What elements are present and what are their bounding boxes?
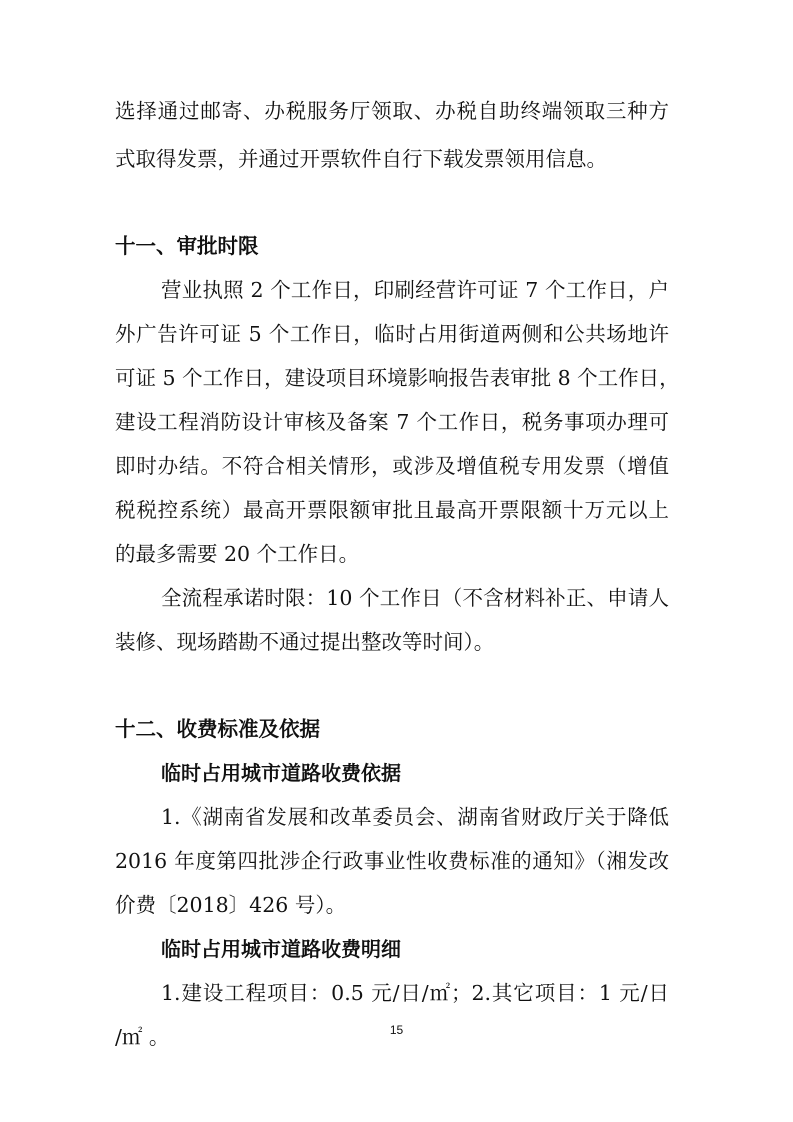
paragraph-line: 的最多需要 20 个工作日。 <box>115 542 360 566</box>
paragraph-line: 营业执照 2 个工作日，印刷经营许可证 7 个工作日，户 <box>161 278 669 302</box>
paragraph-line: 税税控系统）最高开票限额审批且最高开票限额十万元以上 <box>115 498 669 522</box>
paragraph-line: 2016 年度第四批涉企行政事业性收费标准的通知》（湘发改 <box>115 849 669 873</box>
paragraph-line: 外广告许可证 5 个工作日，临时占用街道两侧和公共场地许 <box>115 322 669 346</box>
paragraph-line: 式取得发票，并通过开票软件自行下载发票领用信息。 <box>115 147 607 171</box>
paragraph-line: 价费〔2018〕426 号）。 <box>115 893 347 917</box>
section-heading-approval-time-limit: 十一、审批时限 <box>115 234 259 258</box>
subheading-fee-details: 临时占用城市道路收费明细 <box>161 937 401 961</box>
page-number: 15 <box>389 1023 404 1037</box>
paragraph-line: 1.建设工程项目：0.5 元/日/㎡；2.其它项目：1 元/日 <box>161 981 669 1005</box>
paragraph-line: 1.《湖南省发展和改革委员会、湖南省财政厅关于降低 <box>161 805 669 829</box>
section-heading-fee-standards: 十二、收费标准及依据 <box>115 717 320 741</box>
paragraph-line: 选择通过邮寄、办税服务厅领取、办税自助终端领取三种方 <box>115 99 669 123</box>
subheading-fee-basis: 临时占用城市道路收费依据 <box>161 761 401 785</box>
paragraph-line: 建设工程消防设计审核及备案 7 个工作日，税务事项办理可 <box>115 410 669 434</box>
paragraph-line: 可证 5 个工作日，建设项目环境影响报告表审批 8 个工作日， <box>115 366 680 390</box>
paragraph-line: /㎡ 。 <box>115 1025 170 1049</box>
paragraph-line: 即时办结。不符合相关情形，或涉及增值税专用发票（增值 <box>115 454 669 478</box>
paragraph-line: 全流程承诺时限：10 个工作日（不含材料补正、申请人 <box>161 586 669 610</box>
paragraph-line: 装修、现场踏勘不通过提出整改等时间）。 <box>115 630 495 654</box>
